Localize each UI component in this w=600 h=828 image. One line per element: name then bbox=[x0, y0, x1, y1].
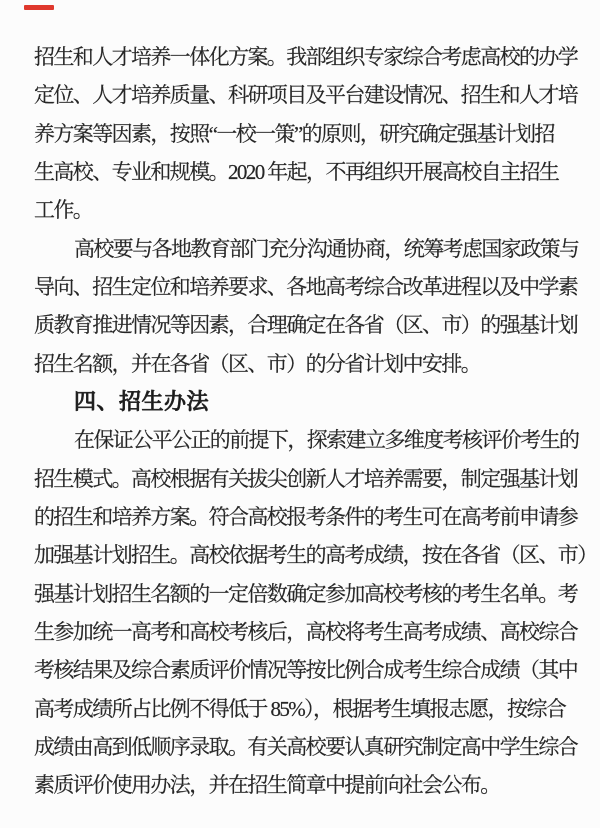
text-line: 的招生和培养方案。符合高校报考条件的考生可在高考前申请参 bbox=[34, 504, 578, 529]
text-line: 加强基计划招生。高校依据考生的高考成绩，按在各省（区、市） bbox=[34, 543, 597, 568]
text-line: 招生模式。高校根据有关拔尖创新人才培养需要，制定强基计划 bbox=[34, 466, 578, 491]
text-line: 招生和人才培养一体化方案。我部组织专家综合考虑高校的办学 bbox=[34, 45, 578, 69]
text-line: 生参加统一高考和高校考核后，高校将考生高考成绩、高校综合 bbox=[34, 619, 578, 644]
text-line: 生高校、专业和规模。2020 年起，不再组织开展高校自主招生 bbox=[34, 159, 559, 184]
text-line: 导向、招生定位和培养要求、各地高考综合改革进程以及中学素 bbox=[34, 274, 578, 299]
text-line: 定位、人才培养质量、科研项目及平台建设情况、招生和人才培 bbox=[34, 83, 578, 108]
text-line: 工作。 bbox=[34, 198, 93, 223]
red-mark bbox=[24, 5, 54, 10]
document-body bbox=[34, 38, 597, 805]
text-line: 养方案等因素，按照“一校一策”的原则，研究确定强基计划招 bbox=[34, 121, 554, 146]
text-line: 素质评价使用办法，并在招生简章中提前向社会公布。 bbox=[34, 773, 500, 798]
text-line: 质教育推进情况等因素，合理确定在各省（区、市）的强基计划 bbox=[34, 313, 578, 338]
text-line: 成绩由高到低顺序录取。有关高校要认真研究制定高中学生综合 bbox=[34, 734, 578, 759]
text-line: 高校要与各地教育部门充分沟通协商，统筹考虑国家政策与 bbox=[74, 236, 579, 261]
text-line: 在保证公平公正的前提下，探索建立多维度考核评价考生的 bbox=[74, 428, 579, 453]
text-line: 高考成绩所占比例不得低于 85%），根据考生填报志愿，按综合 bbox=[34, 696, 566, 721]
section-heading: 四、招生办法 bbox=[74, 388, 210, 414]
text-line: 招生名额，并在各省（区、市）的分省计划中安排。 bbox=[34, 351, 481, 376]
text-line: 考核结果及综合素质评价情况等按比例合成考生综合成绩（其中 bbox=[34, 658, 578, 683]
text-line: 强基计划招生名额的一定倍数确定参加高校考核的考生名单。考 bbox=[34, 581, 578, 606]
